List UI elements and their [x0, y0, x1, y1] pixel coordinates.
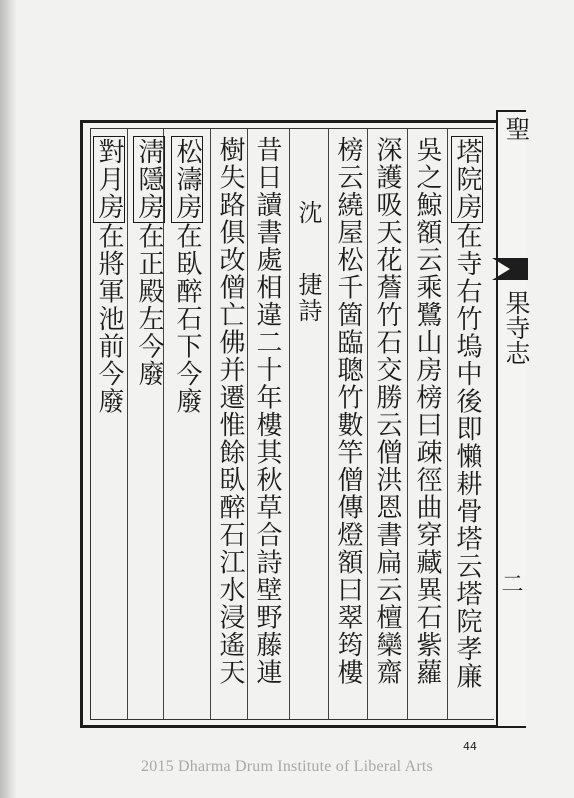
- page-edge-shadow: [0, 0, 16, 798]
- column-rule: [447, 129, 448, 719]
- text-column-4: [333, 136, 363, 686]
- column-rule: [407, 129, 408, 719]
- page-number: 44: [463, 740, 477, 753]
- margin-title-book: 果寺志: [502, 290, 531, 365]
- text-column-9: [134, 136, 164, 388]
- column-rule: [247, 129, 248, 719]
- entry-text: 在將軍池前今廢: [94, 222, 124, 415]
- poem-author-name: 捷詩: [294, 272, 322, 324]
- entry-text: 吳之鯨額云乘鷺山房榜曰疎徑曲穿藏異石紫蘿: [412, 136, 442, 686]
- entry-title: 淸隱房: [134, 138, 164, 221]
- column-rule: [367, 129, 368, 719]
- leaf-number: 二: [498, 572, 523, 594]
- text-column-10: [94, 136, 124, 415]
- entry-text: 在寺右竹塢中後即懶耕骨塔云塔院孝廉: [452, 222, 482, 690]
- entry-text: 在正殿左今廢: [134, 222, 164, 388]
- text-column-6: [252, 136, 282, 686]
- poem-text: 樹失路俱改僧亡佛并遷惟餘臥醉石江水浸遙天: [215, 136, 245, 686]
- entry-title: 塔院房: [452, 138, 482, 221]
- column-rule: [289, 129, 290, 719]
- entry-title: 對月房: [94, 138, 124, 221]
- column-rule: [210, 129, 211, 719]
- text-column-8: [172, 136, 202, 415]
- book-margin-column: [496, 110, 526, 728]
- text-column-7: [215, 136, 245, 686]
- text-column-3: [372, 136, 402, 686]
- entry-text: 榜云繞屋松千箇臨聰竹數竿僧傳燈額曰翠筠樓: [333, 136, 363, 686]
- entry-text: 在臥醉石下今廢: [172, 222, 202, 415]
- entry-text: 深護吸天花薝竹石交勝云僧洪恩書扁云檀欒齋: [372, 136, 402, 686]
- column-rule: [127, 129, 128, 719]
- entry-title: 松濤房: [172, 138, 202, 221]
- poem-author-surname: 沈: [294, 200, 322, 232]
- text-column-1: [452, 136, 482, 690]
- poem-text: 昔日讀書處相違二十年樓其秋草合詩壁野藤連: [252, 136, 282, 686]
- watermark: 2015 Dharma Drum Institute of Liberal Arts: [141, 758, 433, 775]
- text-column-2: [412, 136, 442, 686]
- column-rule: [328, 129, 329, 719]
- margin-title-top: 聖: [502, 116, 531, 141]
